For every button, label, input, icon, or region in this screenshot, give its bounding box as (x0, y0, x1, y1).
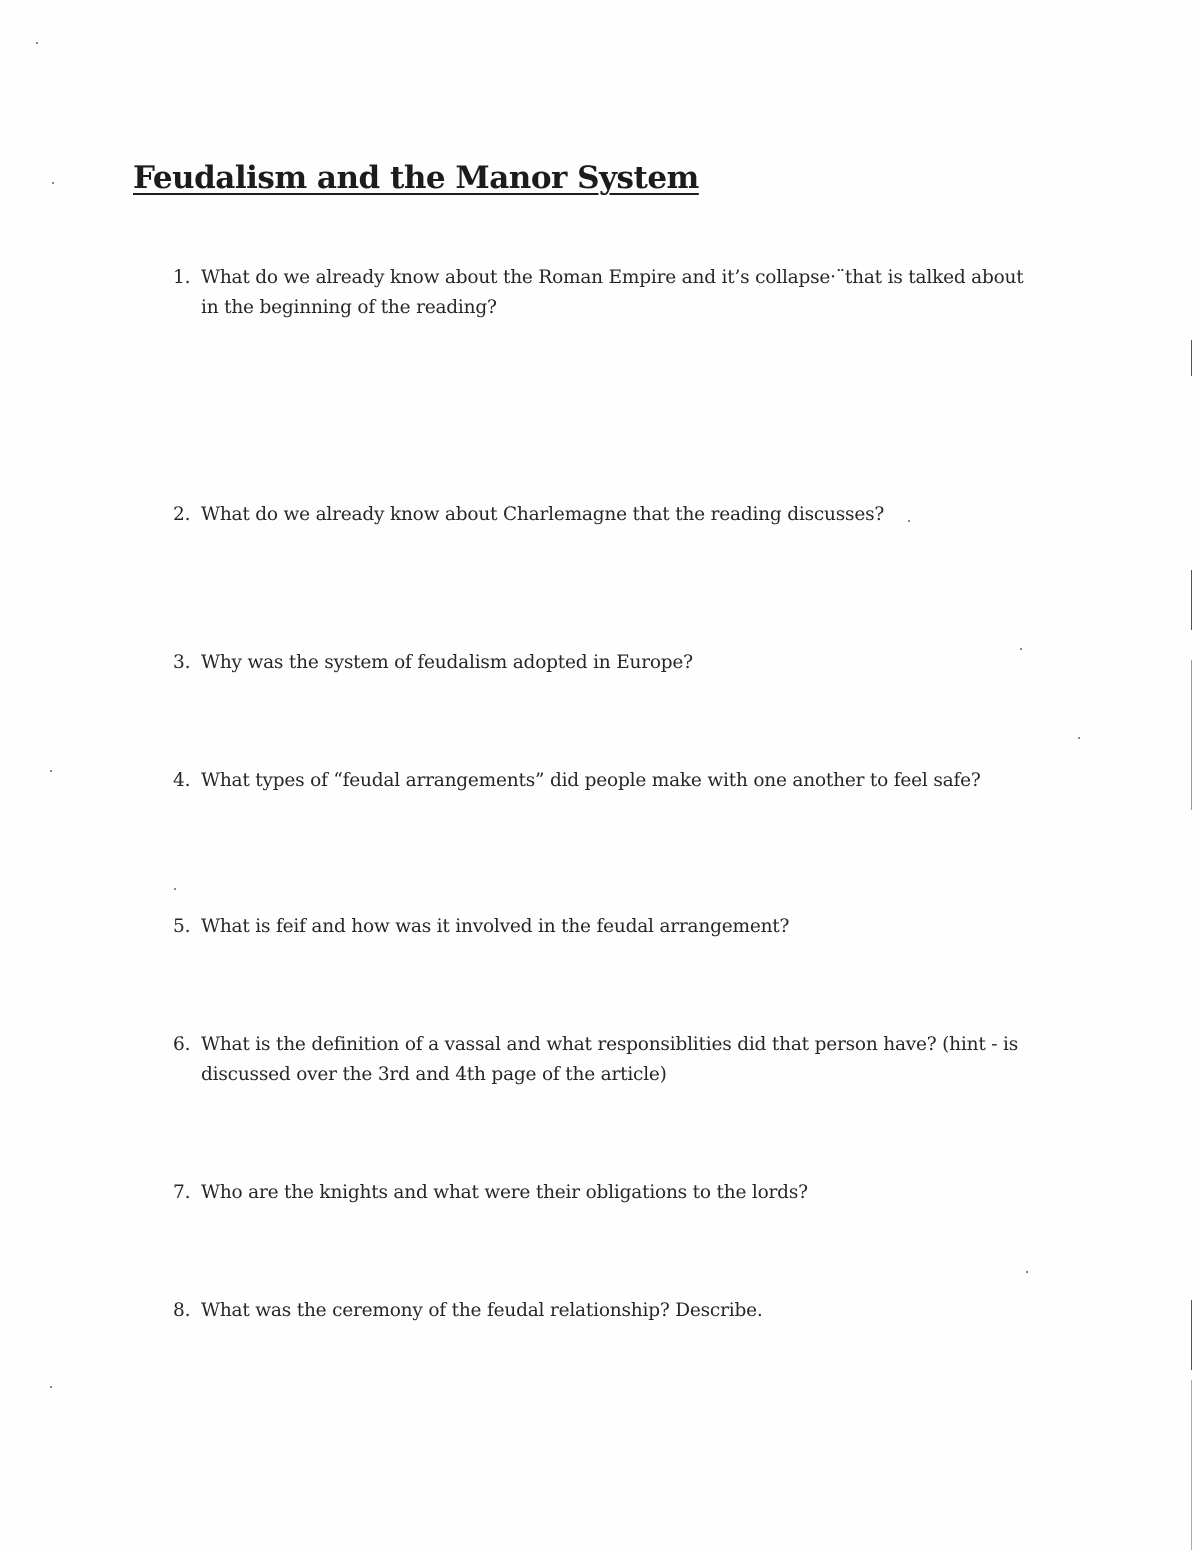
question-5 (160, 912, 1040, 942)
question-7 (160, 1178, 1040, 1208)
scan-edge-mark (1191, 660, 1192, 810)
question-text: Who are the knights and what were their obligations to the lords? (201, 1182, 808, 1203)
scan-speck (1078, 737, 1080, 739)
scan-speck (1020, 648, 1022, 650)
scan-speck (174, 888, 176, 890)
question-text: What is the definition of a vassal and what responsiblities did that person have? (hint - is discussed over the 3rd and 4th page of the article) (201, 1034, 1018, 1085)
question-6 (160, 1030, 1040, 1090)
question-number: 1. (173, 267, 191, 288)
question-text: What do we already know about the Roman Empire and it’s collapse·¨that is talked about in the beginning of the reading? (201, 267, 1024, 318)
question-text: What was the ceremony of the feudal relationship? Describe. (201, 1300, 763, 1321)
question-1 (160, 263, 1040, 323)
question-number: 3. (173, 652, 191, 673)
scan-speck (1026, 1271, 1028, 1273)
question-8 (160, 1296, 1040, 1326)
worksheet-title: Feudalism and the Manor System (133, 160, 699, 196)
scan-edge-mark (1191, 1380, 1192, 1550)
question-number: 2. (173, 504, 191, 525)
question-4 (160, 766, 1040, 796)
question-number: 8. (173, 1300, 191, 1321)
scan-speck (50, 770, 52, 772)
scan-edge-mark (1191, 340, 1192, 376)
question-text: What do we already know about Charlemagne that the reading discusses? (201, 504, 885, 525)
question-2 (160, 500, 1040, 530)
scan-edge-mark (1191, 1300, 1192, 1370)
question-text: What types of “feudal arrangements” did people make with one another to feel safe? (201, 770, 981, 791)
scan-speck (50, 1386, 52, 1388)
question-number: 5. (173, 916, 191, 937)
question-3 (160, 648, 1040, 678)
question-text: Why was the system of feudalism adopted in Europe? (201, 652, 693, 673)
scan-edge-mark (1191, 570, 1192, 630)
question-number: 4. (173, 770, 191, 791)
question-text: What is feif and how was it involved in the feudal arrangement? (201, 916, 790, 937)
question-number: 6. (173, 1034, 191, 1055)
scan-speck (908, 520, 910, 522)
question-number: 7. (173, 1182, 191, 1203)
scan-speck (36, 42, 38, 44)
scan-speck (52, 182, 54, 184)
